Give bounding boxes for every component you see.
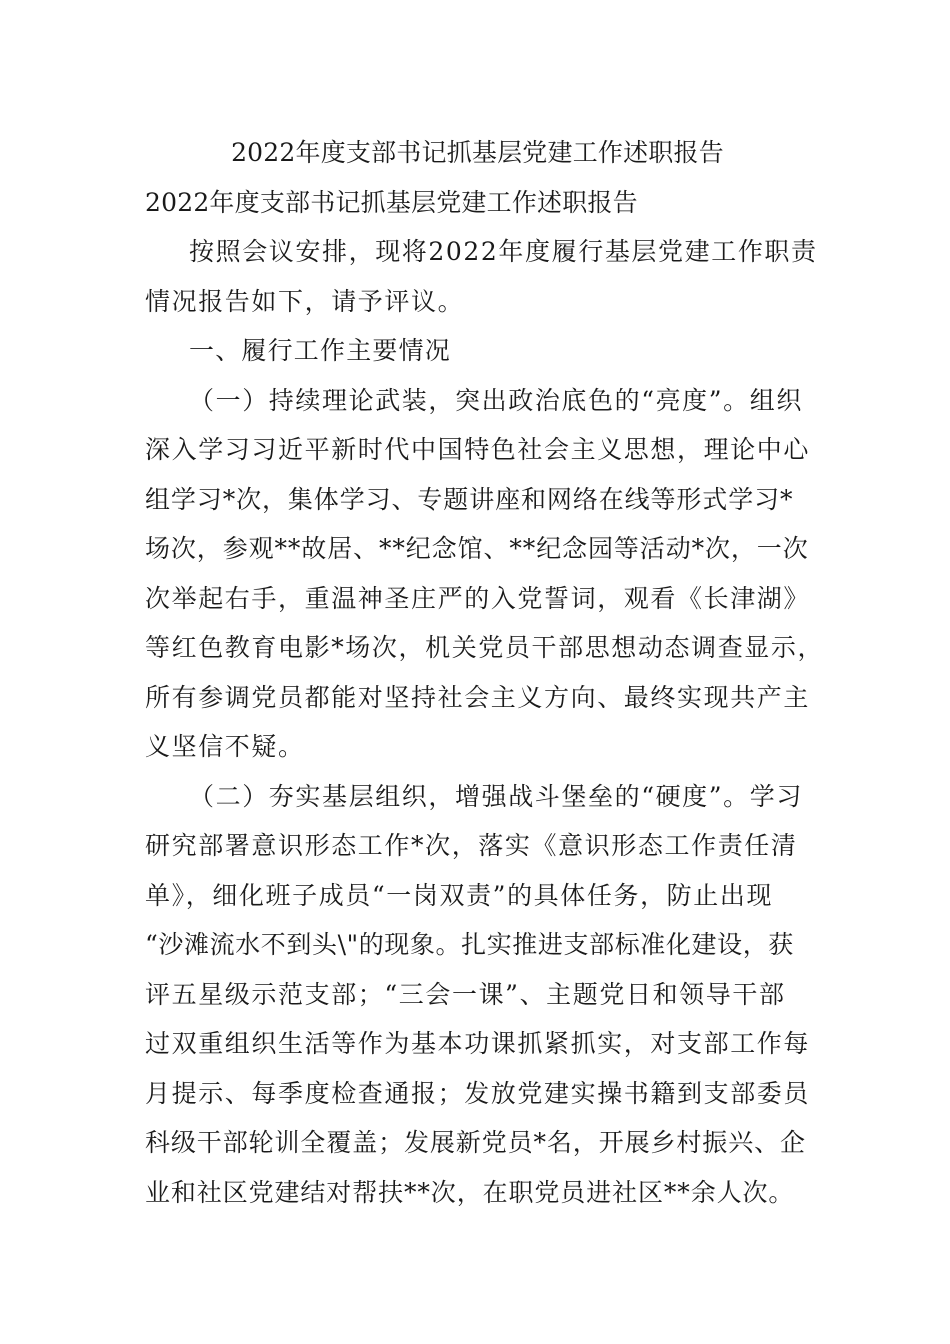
paragraph-line: 研究部署意识形态工作*次，落实《意识形态工作责任清 bbox=[145, 831, 798, 860]
paragraph-line: 过双重组织生活等作为基本功课抓紧抓实，对支部工作每 bbox=[145, 1029, 811, 1058]
paragraph-line: 等红色教育电影*场次，机关党员干部思想动态调查显示， bbox=[145, 633, 825, 662]
paragraph-line: 义坚信不疑。 bbox=[145, 732, 305, 761]
document-body bbox=[145, 128, 825, 1217]
paragraph-line: （二）夯实基层组织，增强战斗堡垒的“硬度”。学习 bbox=[189, 781, 803, 811]
document-title: 2022年度支部书记抓基层党建工作述职报告 bbox=[231, 138, 724, 167]
intro-paragraph bbox=[145, 227, 818, 326]
intro-line: 情况报告如下，请予评议。 bbox=[145, 286, 465, 316]
paragraph-line: 次举起右手，重温神圣庄严的入党誓词，观看《长津湖》 bbox=[145, 583, 811, 613]
document-subtitle: 2022年度支部书记抓基层党建工作述职报告 bbox=[145, 187, 638, 217]
paragraph-line: 所有参调党员都能对坚持社会主义方向、最终实现共产主 bbox=[145, 682, 811, 712]
paragraph-line: 场次，参观**故居、**纪念馆、**纪念园等活动*次，一次 bbox=[145, 534, 809, 563]
paragraph-line: 科级干部轮训全覆盖；发展新党员*名，开展乡村振兴、企 bbox=[145, 1128, 806, 1157]
paragraph-line: 组学习*次，集体学习、专题讲座和网络在线等形式学习* bbox=[145, 484, 794, 514]
paragraph-line: 月提示、每季度检查通报；发放党建实操书籍到支部委员 bbox=[145, 1078, 811, 1108]
paragraph-organization bbox=[145, 772, 810, 1218]
paragraph-line: 评五星级示范支部；“三会一课”、主题党日和领导干部 bbox=[145, 979, 786, 1009]
paragraph-line: 深入学习习近平新时代中国特色社会主义思想，理论中心 bbox=[145, 435, 811, 464]
paragraph-line: （一）持续理论武装，突出政治底色的“亮度”。组织 bbox=[189, 385, 803, 415]
paragraph-line: “沙滩流水不到头\"的现象。扎实推进支部标准化建设，获 bbox=[145, 930, 794, 959]
section-heading: 一、履行工作主要情况 bbox=[189, 336, 452, 365]
intro-line: 按照会议安排，现将2022年度履行基层党建工作职责 bbox=[189, 237, 818, 266]
paragraph-line: 业和社区党建结对帮扶**次，在职党员进社区**余人次。 bbox=[145, 1177, 795, 1207]
paragraph-theory bbox=[145, 376, 825, 772]
paragraph-line: 单》，细化班子成员“一岗双责”的具体任务，防止出现 bbox=[145, 880, 774, 910]
